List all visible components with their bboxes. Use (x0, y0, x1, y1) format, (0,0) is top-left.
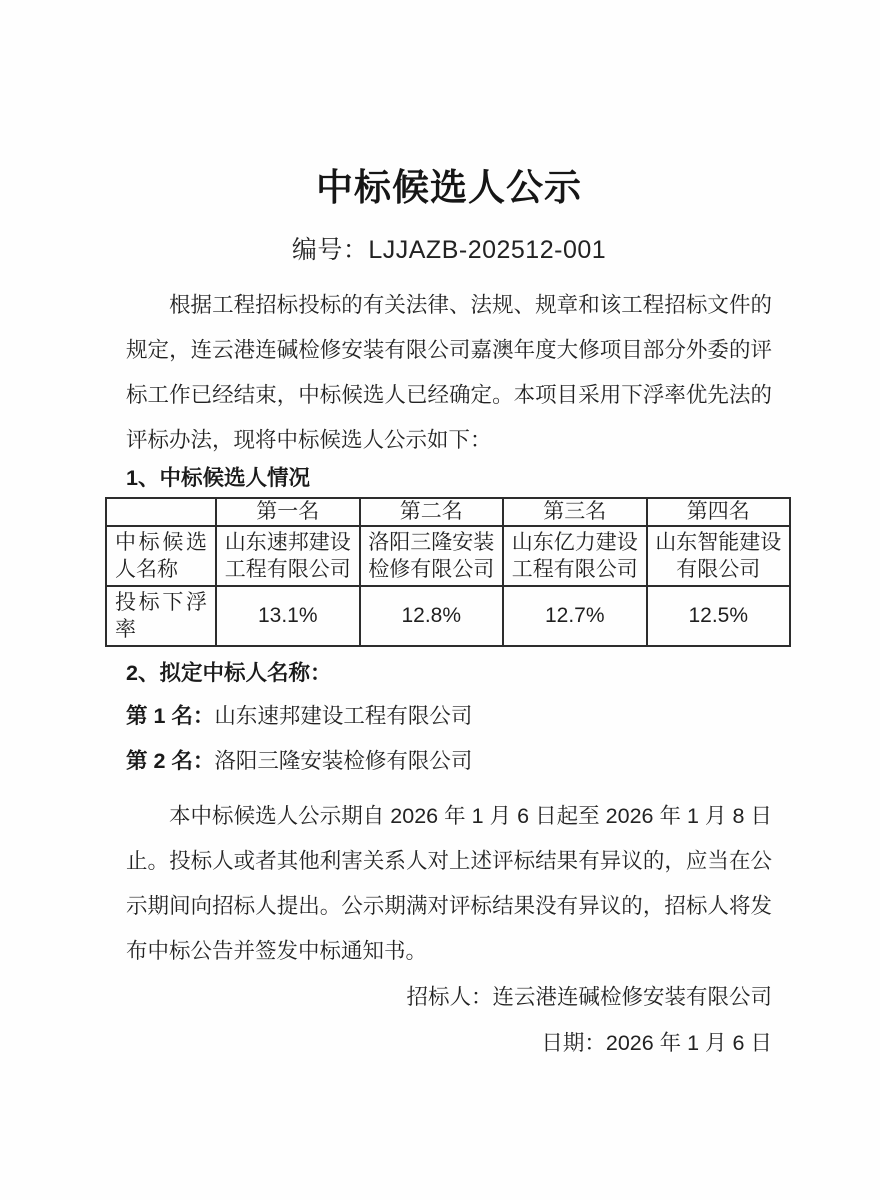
page-title: 中标候选人公示 (316, 168, 582, 209)
rank-1-line (126, 694, 772, 739)
section-heading-proposed-winners: 2、拟定中标人名称： (126, 661, 332, 685)
candidate-name-cell: 山东智能建设有限公司 (647, 526, 791, 586)
rank-2-label: 第 2 名： (126, 749, 215, 773)
discount-rate-cell: 12.8% (360, 586, 504, 646)
discount-rate-cell: 13.1% (216, 586, 360, 646)
table-header-rank2: 第二名 (360, 498, 504, 526)
intro-paragraph: 根据工程招标投标的有关法律、法规、规章和该工程招标文件的规定，连云港连碱检修安装有限公司嘉澳年度大修项目部分外委的评标工作已经结束，中标候选人已经确定。本项目采用下浮率优先法的评标办法，现将中标候选人公示如下： (126, 293, 772, 452)
doc-number: 编号：LJJAZB-202512-001 (291, 236, 607, 264)
table-header-row (106, 498, 790, 526)
signature-block (126, 974, 772, 1066)
discount-rate-cell: 12.7% (503, 586, 647, 646)
rank-1-company: 山东速邦建设工程有限公司 (214, 704, 473, 728)
table-header-rank4: 第四名 (647, 498, 791, 526)
row-label-candidate-name: 中标候选人名称 (106, 526, 216, 586)
rank-2-line (126, 739, 772, 784)
candidate-name-cell: 山东亿力建设工程有限公司 (503, 526, 647, 586)
candidate-name-cell: 洛阳三隆安装检修有限公司 (360, 526, 504, 586)
tenderer-line: 招标人：连云港连碱检修安装有限公司 (406, 985, 772, 1009)
closing-paragraph: 本中标候选人公示期自 2026 年 1 月 6 日起至 2026 年 1 月 8 日止。投标人或者其他利害关系人对上述评标结果有异议的，应当在公示期间向招标人提出。公示期满对评标结果没有异议的，招标人将发布中标公告并签发中标通知书。 (126, 804, 772, 963)
proposed-winners-list (126, 694, 772, 784)
candidates-table (105, 497, 791, 647)
table-row-discount-rates (106, 586, 790, 646)
table-corner-cell (106, 498, 216, 526)
table-row-candidate-names (106, 526, 790, 586)
table-header-rank1: 第一名 (216, 498, 360, 526)
candidate-name-cell: 山东速邦建设工程有限公司 (216, 526, 360, 586)
section-heading-candidates: 1、中标候选人情况 (126, 466, 310, 490)
date-line: 日期：2026 年 1 月 6 日 (541, 1031, 772, 1055)
table-header-rank3: 第三名 (503, 498, 647, 526)
rank-2-company: 洛阳三隆安装检修有限公司 (214, 749, 473, 773)
rank-1-label: 第 1 名： (126, 704, 215, 728)
row-label-discount-rate: 投标下浮率 (106, 586, 216, 646)
discount-rate-cell: 12.5% (647, 586, 791, 646)
